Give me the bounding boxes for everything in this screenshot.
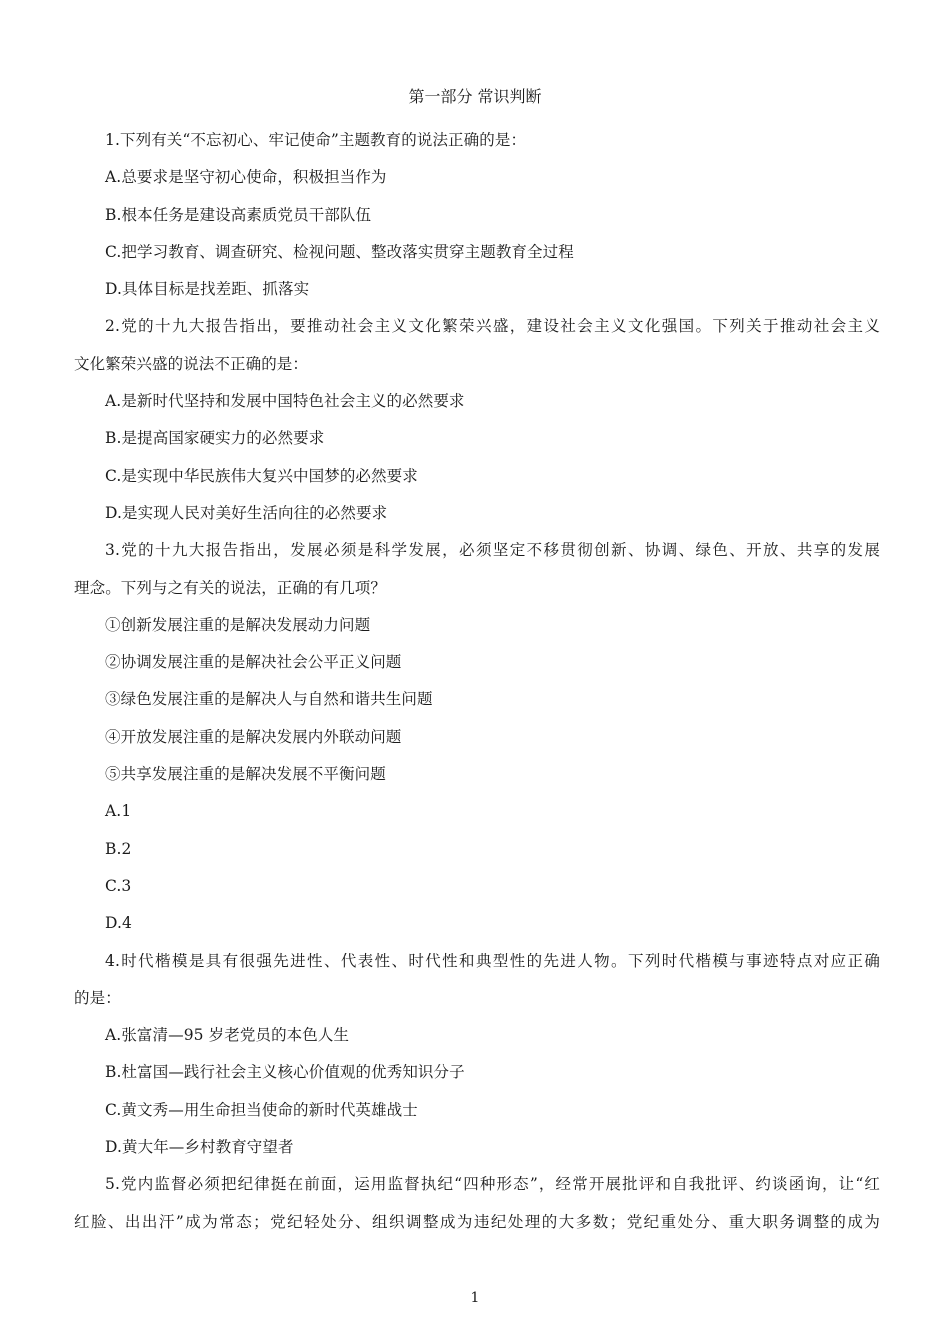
text-line: A.张富清—95 岁老党员的本色人生: [105, 1026, 350, 1045]
text-line: B.根本任务是建设高素质党员干部队伍: [105, 205, 372, 224]
text-line: B.是提高国家硬实力的必然要求: [105, 429, 325, 448]
text-line: 红脸、出出汗”成为常态；党纪轻处分、组织调整成为违纪处理的大多数；党纪重处分、重大职务调整的成为: [74, 1212, 880, 1231]
text-line: D.是实现人民对美好生活向往的必然要求: [105, 503, 388, 522]
text-line: ④开放发展注重的是解决发展内外联动问题: [105, 727, 402, 746]
text-line: ②协调发展注重的是解决社会公平正义问题: [105, 653, 402, 672]
text-line: 3.党的十九大报告指出，发展必须是科学发展，必须坚定不移贯彻创新、协调、绿色、开放、共享的发展: [105, 541, 880, 560]
text-line: C.3: [105, 876, 132, 895]
text-line: B.2: [105, 839, 132, 858]
text-line: B.杜富国—践行社会主义核心价值观的优秀知识分子: [105, 1063, 465, 1082]
text-line: D.黄大年—乡村教育守望者: [105, 1138, 294, 1157]
text-line: C.黄文秀—用生命担当使命的新时代英雄战士: [105, 1100, 418, 1119]
text-line: C.把学习教育、调查研究、检视问题、整改落实贯穿主题教育全过程: [105, 242, 574, 261]
text-line: D.具体目标是找差距、抓落实: [105, 280, 310, 299]
text-line: A.总要求是坚守初心使命，积极担当作为: [105, 168, 387, 187]
text-line: 2.党的十九大报告指出，要推动社会主义文化繁荣兴盛，建设社会主义文化强国。下列关于推动社会主义: [105, 317, 880, 336]
text-line: A.是新时代坚持和发展中国特色社会主义的必然要求: [105, 392, 465, 411]
text-line: 理念。下列与之有关的说法，正确的有几项？: [74, 578, 387, 597]
text-line: 5.党内监督必须把纪律挺在前面，运用监督执纪“四种形态”，经常开展批评和自我批评、约谈函询，让“红: [105, 1175, 880, 1194]
text-line: 的是：: [74, 988, 121, 1007]
text-line: ③绿色发展注重的是解决人与自然和谐共生问题: [105, 690, 433, 709]
text-line: 4.时代楷模是具有很强先进性、代表性、时代性和典型性的先进人物。下列时代楷模与事迹特点对应正确: [105, 951, 880, 970]
text-line: ①创新发展注重的是解决发展动力问题: [105, 615, 371, 634]
text-line: 文化繁荣兴盛的说法不正确的是：: [74, 354, 309, 373]
page-number: 1: [470, 1290, 480, 1306]
text-line: D.4: [105, 914, 132, 933]
text-line: A.1: [105, 802, 132, 821]
text-line: C.是实现中华民族伟大复兴中国梦的必然要求: [105, 466, 418, 485]
section-title: 第一部分 常识判断: [408, 87, 542, 106]
text-line: 1.下列有关“不忘初心、牢记使命”主题教育的说法正确的是：: [105, 131, 527, 149]
document-body: [74, 122, 880, 1241]
text-line: ⑤共享发展注重的是解决发展不平衡问题: [105, 765, 386, 784]
